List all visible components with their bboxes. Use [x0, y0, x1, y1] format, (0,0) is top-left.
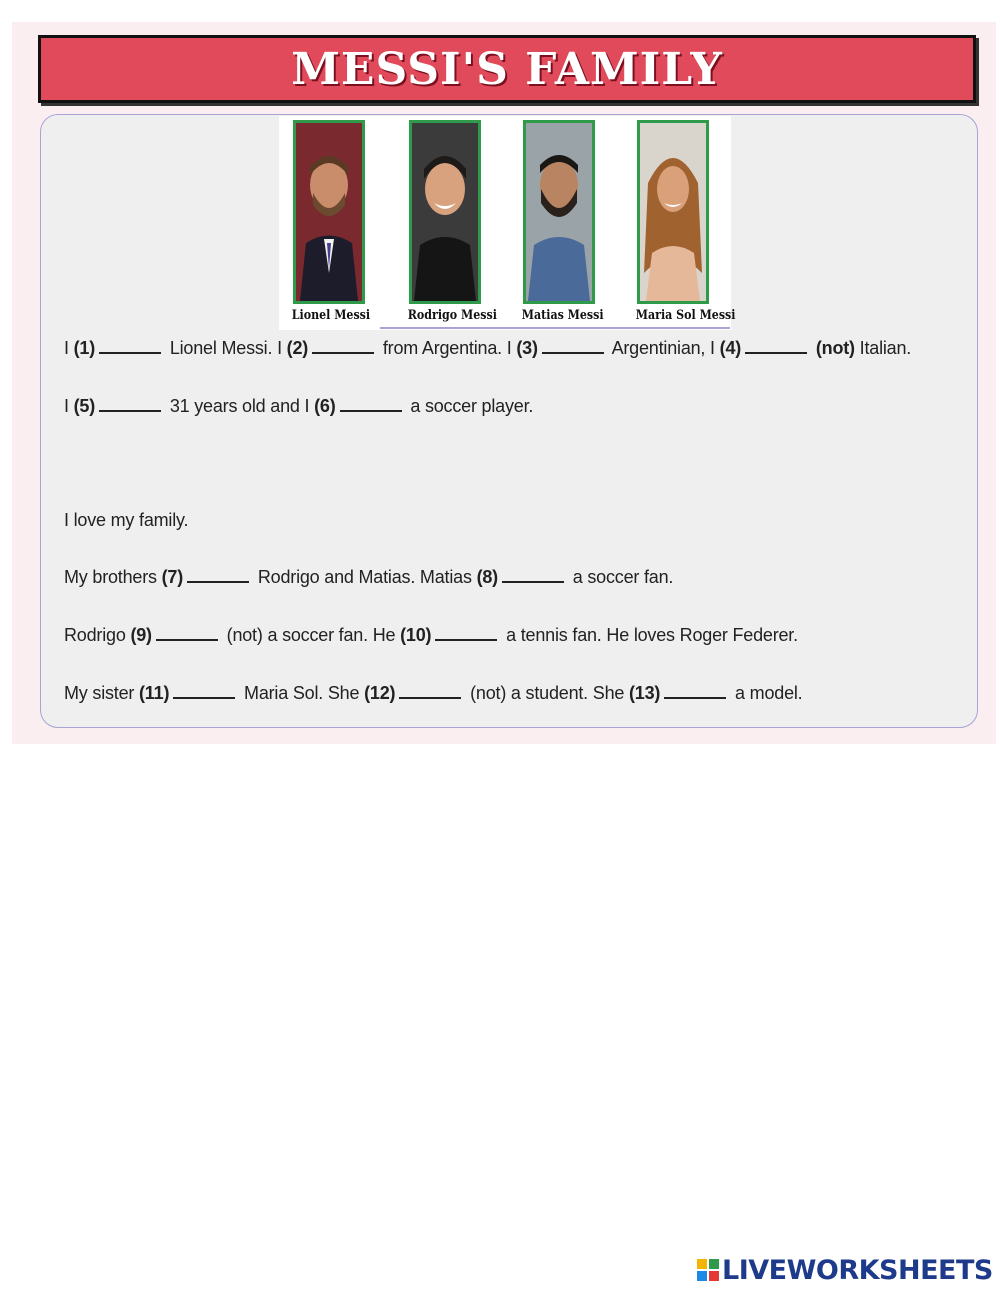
sentence-line-2: [64, 396, 533, 417]
blank-10[interactable]: [435, 625, 497, 641]
sentence-text: Rodrigo and Matias. Matias: [253, 567, 477, 587]
sentence-text: Lionel Messi. I: [165, 338, 287, 358]
blank-number: (3): [516, 338, 538, 358]
blank-number: (9): [130, 625, 152, 645]
blank-8[interactable]: [502, 567, 564, 583]
person-name: Rodrigo Messi: [407, 308, 497, 323]
sentence-text: Rodrigo: [64, 625, 131, 645]
sentence-text: Argentinian, I: [607, 338, 720, 358]
sentence-text: 31 years old and I: [165, 396, 315, 416]
blank-7[interactable]: [187, 567, 249, 583]
sentence-line-6: [64, 683, 802, 704]
sentence-text: I love my family.: [64, 510, 189, 530]
blank-number: (8): [476, 567, 498, 587]
blank-13[interactable]: [664, 683, 726, 699]
sentence-text: (not) a student. She: [465, 683, 630, 703]
blank-number: (7): [161, 567, 184, 587]
sentence-text: My sister: [64, 683, 140, 703]
person-card-maria: [629, 120, 736, 323]
blank-12[interactable]: [399, 683, 461, 699]
blank-number: (13): [629, 683, 661, 703]
sentence-text: from Argentina. I: [378, 338, 517, 358]
blank-1[interactable]: [99, 338, 161, 354]
sentence-text: a model.: [730, 683, 803, 703]
blank-6[interactable]: [340, 396, 402, 412]
blank-3[interactable]: [542, 338, 604, 354]
sentence-text: a soccer fan.: [567, 567, 674, 587]
rodrigo-photo: [409, 120, 481, 304]
blank-2[interactable]: [312, 338, 374, 354]
liveworksheets-logo-icon: [697, 1259, 719, 1281]
not-marker: (not): [815, 338, 855, 358]
blank-number: (4): [719, 338, 742, 358]
liveworksheets-brand: [697, 1254, 993, 1286]
blank-11[interactable]: [173, 683, 235, 699]
sentence-line-3: [64, 510, 188, 531]
blank-number: (1): [73, 338, 96, 358]
blank-9[interactable]: [156, 625, 218, 641]
sentence-line-5: [64, 625, 798, 646]
person-name: Lionel Messi: [291, 308, 371, 323]
matias-photo: [523, 120, 595, 304]
lionel-photo: [293, 120, 365, 304]
sentence-text: My brothers: [64, 567, 162, 587]
blank-number: (2): [286, 338, 309, 358]
blank-5[interactable]: [99, 396, 161, 412]
person-name: Maria Sol Messi: [635, 308, 736, 323]
names-divider: [380, 327, 730, 329]
blank-number: (10): [400, 625, 432, 645]
person-card-rodrigo: [401, 120, 497, 323]
sentence-text: a soccer player.: [405, 396, 534, 416]
sentence-text: a tennis fan. He loves Roger Federer.: [501, 625, 798, 645]
blank-number: (5): [73, 396, 96, 416]
blank-4[interactable]: [745, 338, 807, 354]
maria-photo: [637, 120, 709, 304]
family-photo-strip: [279, 116, 736, 330]
brand-name: LIVEWORKSHEETS: [722, 1254, 993, 1286]
person-card-lionel: [285, 120, 375, 323]
page-title: MESSI'S FAMILY: [291, 43, 723, 95]
blank-number: (6): [314, 396, 336, 416]
sentence-line-4: [64, 567, 673, 588]
sentence-text: Italian.: [854, 338, 912, 358]
sentence-text: I: [64, 338, 74, 358]
sentence-line-1: [64, 338, 911, 359]
person-name: Matias Messi: [521, 308, 604, 323]
blank-number: (12): [364, 683, 396, 703]
sentence-text: (not) a soccer fan. He: [221, 625, 401, 645]
blank-number: (11): [139, 683, 170, 703]
sentence-text: I: [64, 396, 74, 416]
title-banner: [38, 35, 976, 103]
person-card-matias: [515, 120, 605, 323]
sentence-text: Maria Sol. She: [239, 683, 365, 703]
